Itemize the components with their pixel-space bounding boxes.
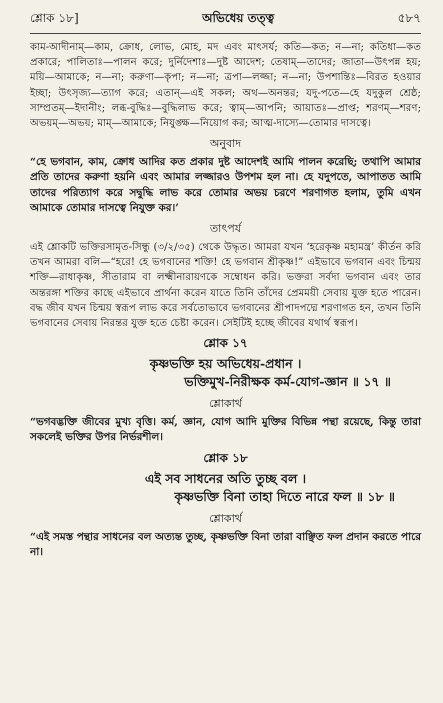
translation-heading: অনুবাদ xyxy=(209,137,242,151)
verse-18-meaning-heading: শ্লোকার্থ xyxy=(209,511,242,525)
purport-paragraph: এই শ্লোকটি ভক্তিরসামৃত-সিন্ধু (৩/২/৩৫) থেকে উদ্ধৃত। আমরা যখন ‘হরেকৃষ্ণ মহামন্ত্র’ কীর্তন করি তখন আমরা বলি—“হরে! হে ভগবানের শক্তি! হে ভগবান শ্রীকৃষ্ণ!” এইভাবে ভগবান এবং চিন্ময় শক্তি—রাধাকৃষ্ণ, সীতারাম বা লক্ষ্মীনারায়ণকে সম্বোধন করি। ভক্তরা সর্বদা ভগবান এবং তার অন্তরঙ্গা শক্তির কাছে এইভাবে প্রার্থনা করেন যাতে তিনি তাঁদের প্রেমময়ী সেবায় যুক্ত হতে পারেন। বদ্ধ জীব যখন চিন্ময় স্বরূপ লাভ করে সর্বতোভাবে ভগবানের শ্রীপাদপদ্মে শরণাগত হন, তখন তিনি ভগবানের সেবায় নিরন্তর যুক্ত হতে চেষ্টা করেন। সেইটিই হচ্ছে জীবের যথার্থ স্বরূপ। xyxy=(30,242,421,330)
verse-18-line-2: কৃষ্ণভক্তি বিনা তাহা দিতে নারে ফল ॥ ১৮ ॥ xyxy=(174,488,395,504)
verse-17-title: শ্লোক ১৭ xyxy=(203,336,248,351)
verse-17-meaning: “ভগবদ্ভক্তি জীবের মুখ্য বৃত্তি। কর্ম, জ্ঞান, যোগ আদি মুক্তির বিভিন্ন পন্থা রয়েছে, কিন্তু তারা সকলেই ভক্তির উপর নির্ভরশীল। xyxy=(30,416,421,444)
verse-18-title: শ্লোক ১৮ xyxy=(203,450,248,465)
header-verse-ref: শ্লোক ১৮] xyxy=(30,11,79,25)
purport-heading: তাৎপর্য xyxy=(209,222,242,236)
verse-17-line-1: কৃষ্ণভক্তি হয় অভিধেয়-প্রধান । xyxy=(149,356,302,372)
verse-17-meaning-heading: শ্লোকার্থ xyxy=(209,397,242,411)
verse-17-line-2: ভক্তিমুখ-নিরীক্ষক কর্ম-যোগ-জ্ঞান ॥ ১৭ ॥ xyxy=(184,374,391,390)
verse-18-line-1: এই সব সাধনের অতি তুচ্ছ বল । xyxy=(144,470,307,486)
synonyms-paragraph: কাম-আদীনাম্—কাম, ক্রোধ, লোভ, মোহ, মদ এবং মাৎসর্য; কতি—কত; ন—না; কতিধা—কত প্রকারে; পালিতাঃ—পালন করে; দুর্নিদেশাঃ—দুষ্ট আদেশ; তেষাম্—তাদের; জাতা—উৎপন্ন হয়; ময়ি—আমাকে; ন—না; করুণা—কৃপা; ন—না; ত্রপা—লজ্জা; ন—না; উপশান্তিঃ—বিরত হওয়ার ইচ্ছা; উৎসৃজ্য—ত্যাগ করে; এতান্—এই সকল; অথ—অনন্তর; যদু-পতে—হে যদুকুল শ্রেষ্ঠ; সাম্প্রতম্—ইদানীং; লব্ধ-বুদ্ধিঃ—বুদ্ধিলাভ করে; ত্বাম্—আপনি; আয়াতঃ—প্রাপ্ত; শরণম্—শরণ; অভয়ম্—অভয়; মাম্—আমাকে; নিযুঙ্ক্ষ—নিয়োগ কর; আত্ম-দাস্যে—তোমার দাসত্বে। xyxy=(30,42,421,130)
running-header xyxy=(30,10,421,34)
translation-paragraph: “হে ভগবান, কাম, ক্রোধ আদির কত প্রকার দুষ্ট আদেশই আমি পালন করেছি; তথাপি আমার প্রতি তাদের করুণা হয়নি এবং আমার লজ্জারও উপশম হল না। হে যদুপতে, আপাতত আমি তাদের পরিত্যাগ করে সদ্বুদ্ধি লাভ করে তোমার অভয় চরণে শরণাগত হলাম, তুমি এখন আমাকে তোমার দাসত্বে নিযুক্ত কর।’ xyxy=(30,156,421,214)
page-number: ৫৮৭ xyxy=(397,11,421,25)
header-chapter-title: অভিধেয় তত্ত্ব xyxy=(202,11,275,25)
verse-18-meaning: “এই সমস্ত পন্থার সাধনের বল অত্যন্ত তুচ্ছ, কৃষ্ণভক্তি বিনা তারা বাঞ্ছিত ফল প্রদান করতে পারে না। xyxy=(30,530,421,558)
